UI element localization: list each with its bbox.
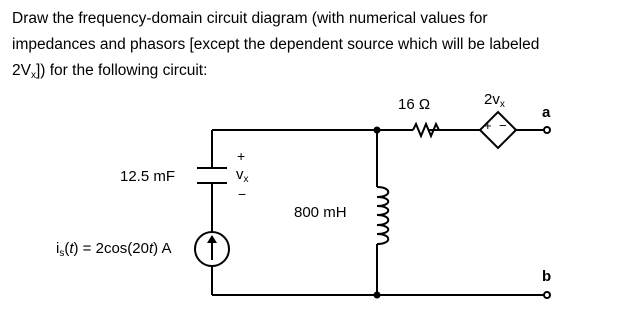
- vx-plus: +: [237, 148, 246, 164]
- dep-source-plus: +: [484, 118, 492, 133]
- problem-line-3-pre: 2V: [12, 62, 31, 79]
- junction-top: [374, 127, 381, 134]
- current-source-label: [56, 240, 172, 259]
- source-sub: s: [59, 248, 65, 259]
- source-t2: t: [148, 240, 154, 257]
- junction-bottom: [374, 292, 381, 299]
- vx-label-sub: x: [243, 174, 249, 185]
- vx-label: [236, 166, 249, 185]
- capacitor-label: 12.5 mF: [120, 168, 176, 185]
- source-t1: t: [69, 240, 74, 257]
- terminal-b-circle: [544, 292, 550, 298]
- terminal-a-label: a: [542, 104, 551, 121]
- source-close: ) A: [153, 240, 172, 257]
- vx-label-main: v: [236, 166, 244, 183]
- terminal-b-label: b: [542, 268, 552, 285]
- problem-line-1: Draw the frequency-domain circuit diagram (with numerical values for: [12, 10, 488, 27]
- source-mid: ) = 2cos(20: [73, 240, 149, 257]
- terminal-a-circle: [544, 127, 550, 133]
- source-i: i: [56, 240, 60, 257]
- problem-line-3-sub: x: [30, 70, 36, 81]
- dep-source-label-sub: x: [499, 99, 505, 110]
- problem-line-2: impedances and phasors [except the dependent source which will be labeled: [12, 36, 540, 53]
- resistor-label: 16 Ω: [398, 96, 431, 113]
- source-open: (: [64, 240, 70, 257]
- vx-minus: −: [238, 186, 247, 202]
- dep-source-label: [484, 91, 505, 110]
- inductor-800-mH: [377, 187, 388, 244]
- problem-line-3-post: ]) for the following circuit:: [35, 62, 208, 79]
- dep-source-minus: −: [499, 118, 507, 133]
- inductor-label: 800 mH: [294, 204, 347, 221]
- dep-source-label-main: 2v: [484, 91, 500, 108]
- current-source-arrow-head: [207, 235, 217, 243]
